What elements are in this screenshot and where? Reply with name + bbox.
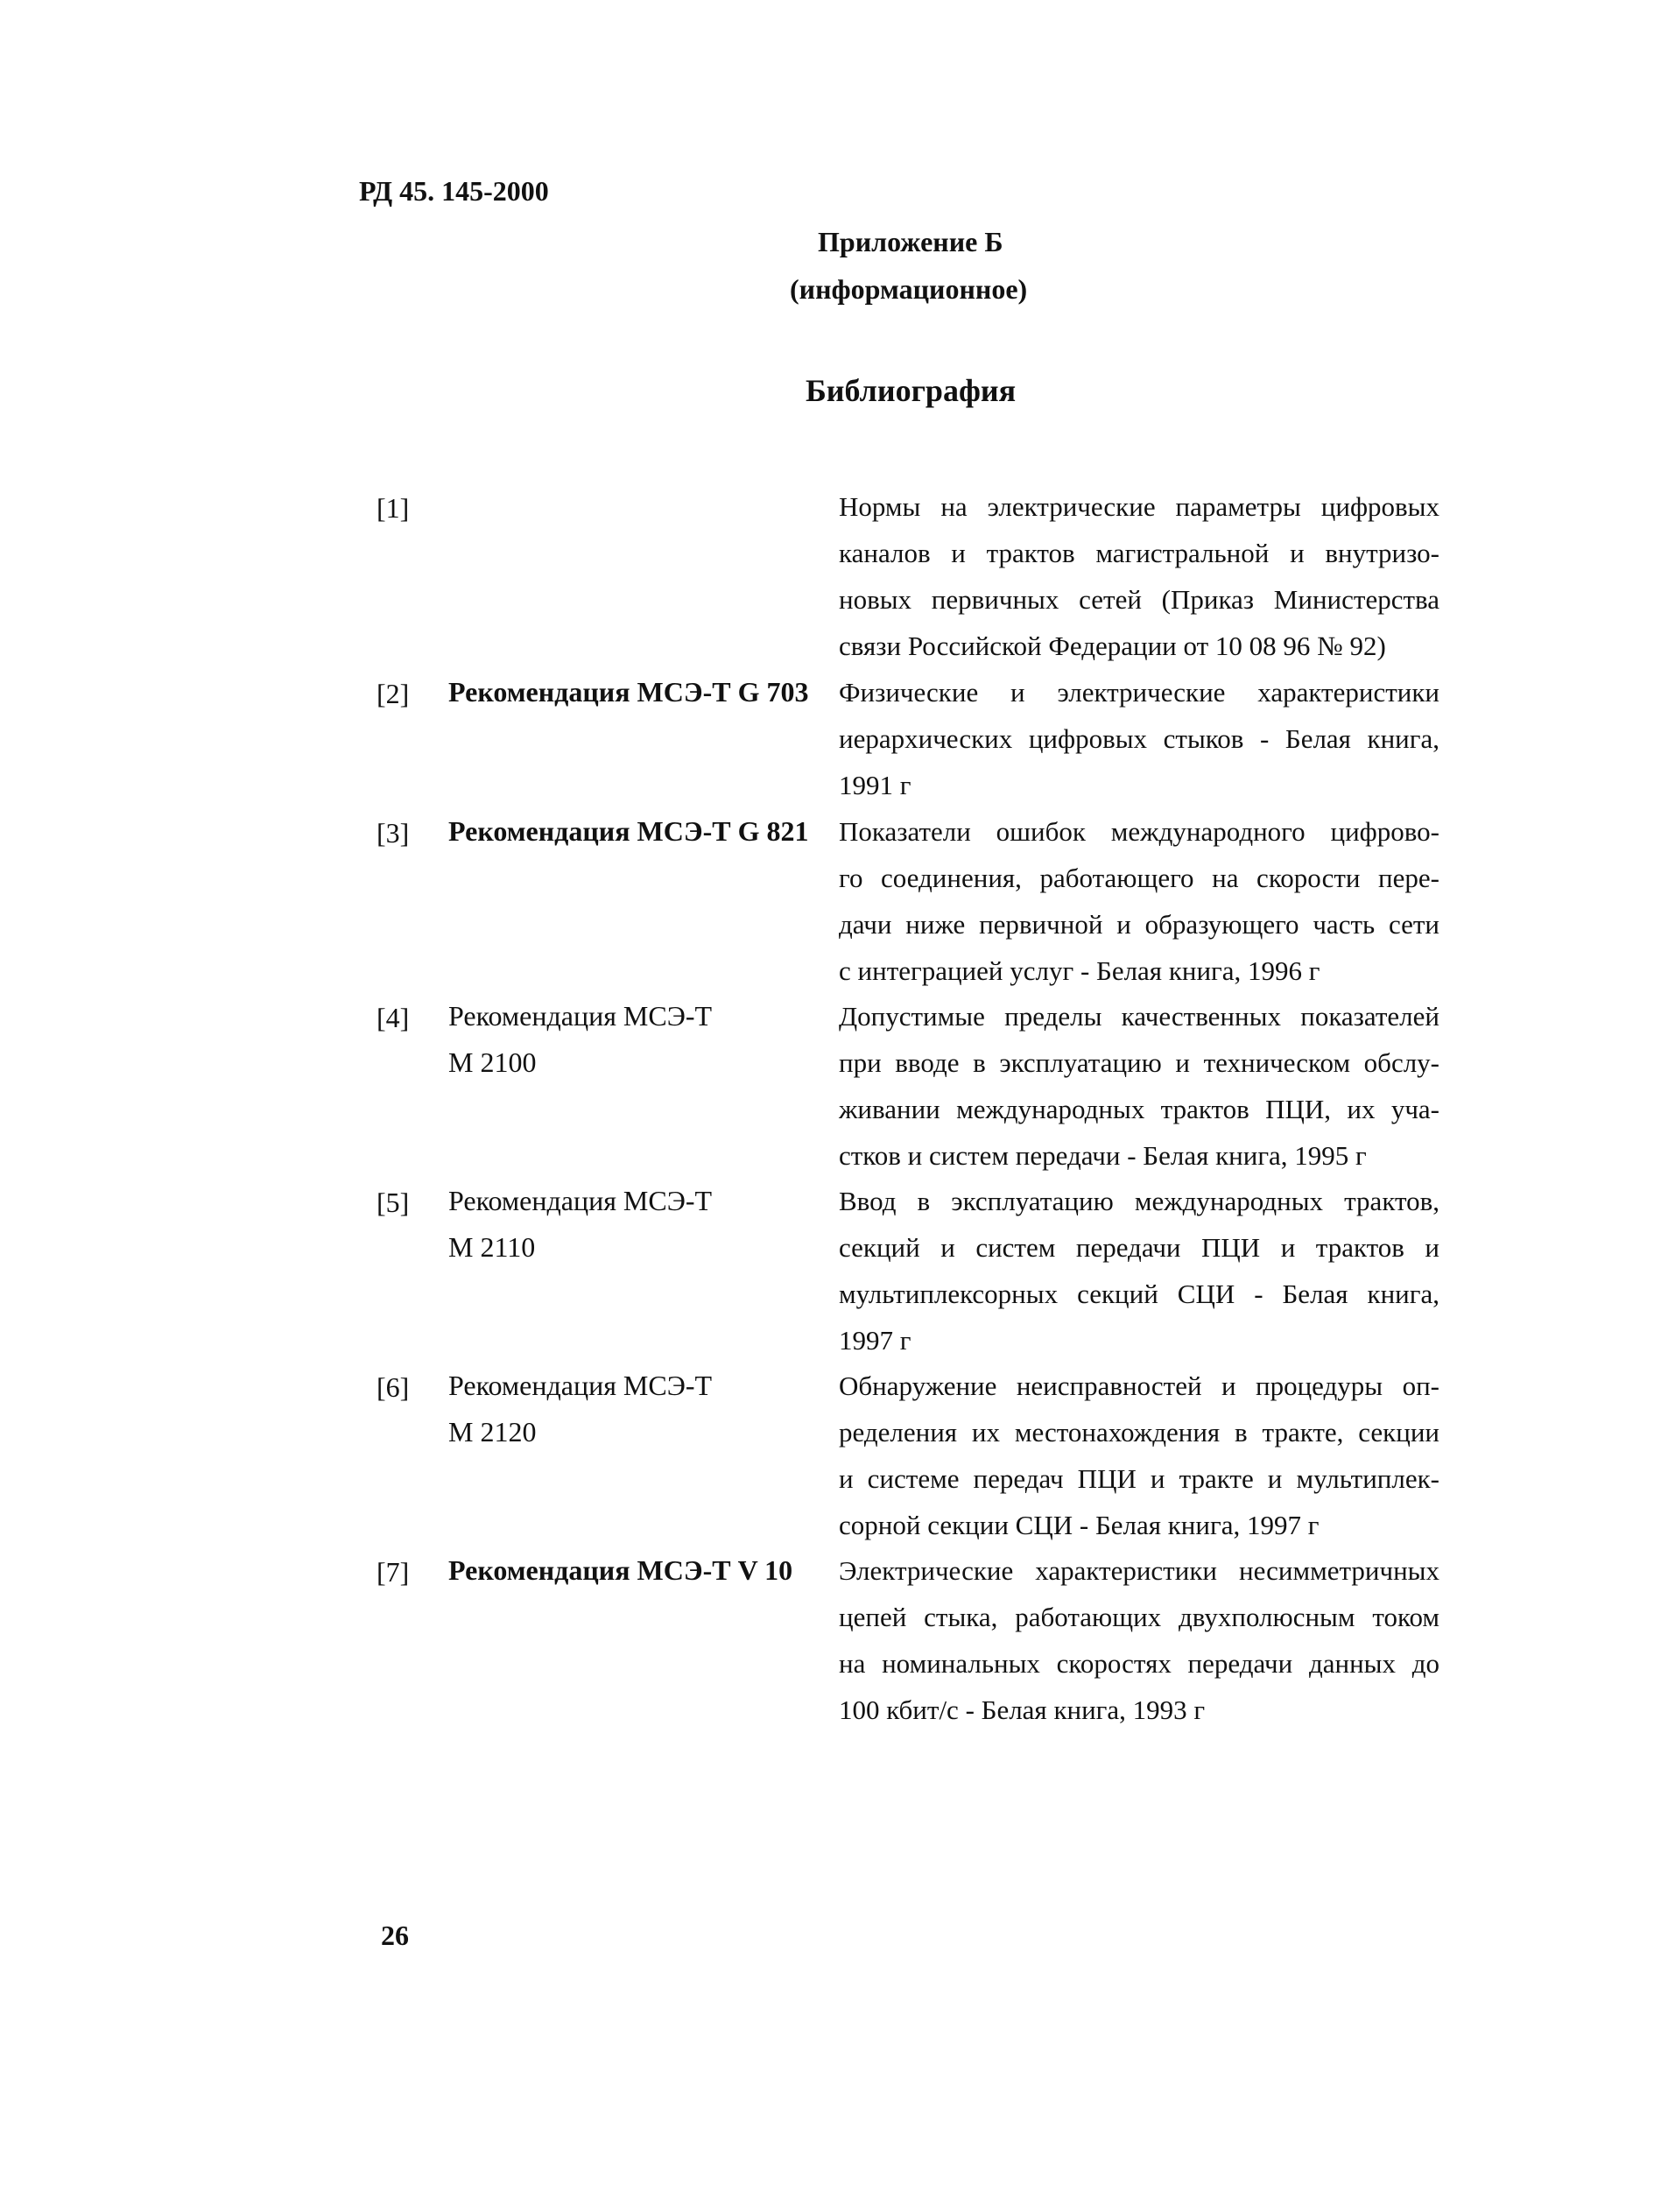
entry-number: [4] (377, 1002, 410, 1033)
entry-source-line-2: М 2110 (448, 1231, 536, 1263)
description-line: Электрические характеристики несимметричных (839, 1555, 1439, 1586)
description-line: при вводе в эксплуатацию и техническом обслу- (839, 1047, 1439, 1078)
description-line: ределения их местонахождения в тракте, секции (839, 1417, 1439, 1448)
description-line: цепей стыка, работающих двухполюсным током (839, 1602, 1439, 1632)
description-line: живании международных трактов ПЦИ, их уча- (839, 1094, 1439, 1124)
entry-number: [6] (377, 1371, 410, 1403)
entry-description (839, 1547, 1439, 1733)
description-line: Допустимые пределы качественных показателей (839, 1001, 1439, 1032)
entry-description (839, 993, 1439, 1179)
appendix-label: Приложение Б (818, 226, 1003, 257)
entry-description (839, 1363, 1439, 1548)
entry-source-line-1: Рекомендация МСЭ-Т (448, 1370, 713, 1401)
description-line: связи Российской Федерации от 10 08 96 № 92) (839, 630, 1386, 661)
entry-source-line-1: Рекомендация МСЭ-Т G 703 (448, 676, 809, 708)
entry-source (448, 1178, 712, 1271)
document-code: РД 45. 145-2000 (359, 175, 549, 207)
bibliography-title: Библиография (806, 373, 1017, 408)
entry-number: [1] (377, 492, 410, 524)
description-line: с интеграцией услуг - Белая книга, 1996 г (839, 955, 1320, 986)
entry-source-line-1: Рекомендация МСЭ-Т V 10 (448, 1554, 793, 1586)
description-line: Ввод в эксплуатацию международных трактов, (839, 1186, 1439, 1216)
description-line: 1991 г (839, 770, 911, 800)
description-line: 100 кбит/с - Белая книга, 1993 г (839, 1694, 1206, 1725)
description-line: Показатели ошибок международного цифрово- (839, 816, 1439, 847)
description-line: и системе передач ПЦИ и тракте и мультиплек- (839, 1463, 1439, 1494)
entry-source (448, 669, 808, 715)
entry-source-line-2: М 2120 (448, 1416, 537, 1448)
description-line: мультиплексорных секций СЦИ - Белая книга, (839, 1279, 1439, 1309)
entry-source-line-1: Рекомендация МСЭ-Т G 821 (448, 815, 809, 847)
description-line: Нормы на электрические параметры цифровых (839, 491, 1439, 522)
description-line: новых первичных сетей (Приказ Министерства (839, 584, 1439, 615)
entry-number: [5] (377, 1187, 410, 1218)
entry-source (448, 993, 712, 1086)
description-line: дачи ниже первичной и образующего часть сети (839, 909, 1439, 940)
entry-source-line-2: М 2100 (448, 1046, 537, 1078)
appendix-type: (информационное) (790, 273, 1028, 305)
entry-source (448, 808, 808, 855)
description-line: каналов и трактов магистральной и внутризо- (839, 538, 1439, 568)
entry-description (839, 1178, 1439, 1363)
entry-description (839, 483, 1439, 669)
description-line: сорной секции СЦИ - Белая книга, 1997 г (839, 1510, 1320, 1540)
description-line: Обнаружение неисправностей и процедуры оп- (839, 1370, 1439, 1401)
description-line: иерархических цифровых стыков - Белая книга, (839, 723, 1439, 754)
entry-source (448, 1547, 792, 1594)
description-line: секций и систем передачи ПЦИ и трактов и (839, 1232, 1439, 1263)
entry-number: [3] (377, 817, 410, 849)
page-number: 26 (381, 1920, 409, 1951)
entry-number: [7] (377, 1556, 410, 1588)
description-line: на номинальных скоростях передачи данных до (839, 1648, 1439, 1679)
entry-source (448, 1363, 712, 1455)
entry-description (839, 669, 1439, 808)
description-line: го соединения, работающего на скорости пере- (839, 863, 1439, 893)
description-line: стков и систем передачи - Белая книга, 1995 г (839, 1140, 1367, 1171)
entry-number: [2] (377, 678, 410, 709)
entry-source-line-1: Рекомендация МСЭ-Т (448, 1000, 713, 1032)
entry-source-line-1: Рекомендация МСЭ-Т (448, 1185, 713, 1216)
entry-description (839, 808, 1439, 994)
description-line: 1997 г (839, 1325, 911, 1356)
description-line: Физические и электрические характеристики (839, 677, 1439, 708)
